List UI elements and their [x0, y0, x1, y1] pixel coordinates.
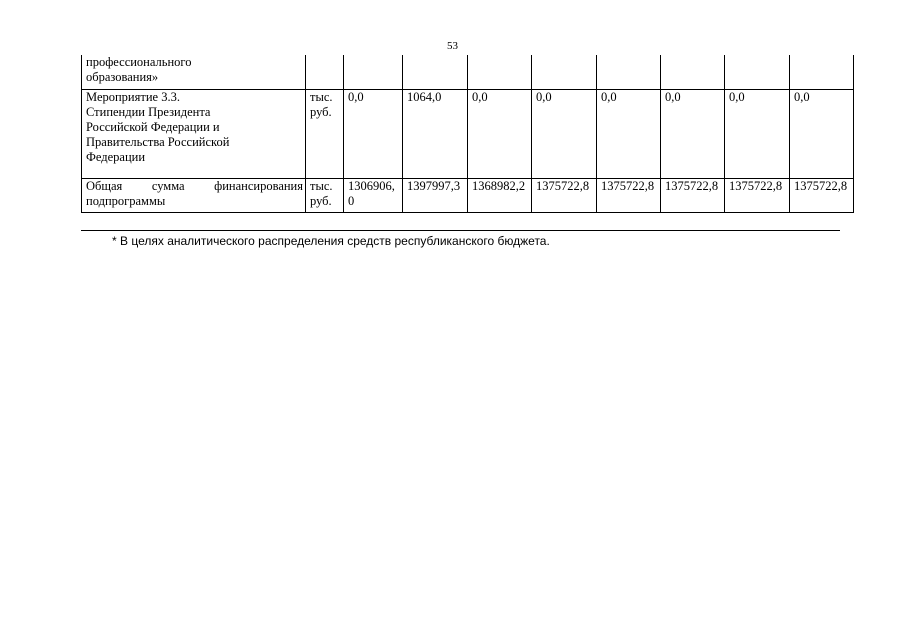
value-cell [661, 55, 725, 89]
value-cell: 0,0 [725, 89, 790, 178]
unit-cell: тыс. руб. [306, 89, 344, 178]
value-cell: 0,0 [468, 89, 532, 178]
value-cell: 0,0 [344, 89, 403, 178]
value-cell: 0,0 [597, 89, 661, 178]
row-name-line: Стипендии Президента [86, 104, 211, 119]
value-cell [790, 55, 854, 89]
row-name-line: Общая сумма финансирования [86, 178, 303, 193]
table-row [82, 55, 854, 89]
value-cell: 1375722,8 [790, 178, 854, 212]
row-name-cell [82, 178, 306, 212]
row-name-line: Российской Федерации и [86, 119, 220, 134]
value-cell: 1375722,8 [661, 178, 725, 212]
table-row [82, 89, 854, 178]
value-cell: 1306906,0 [344, 178, 403, 212]
footnote-separator [81, 230, 840, 231]
unit-cell: тыс. руб. [306, 178, 344, 212]
value-cell [468, 55, 532, 89]
row-name-line: Мероприятие 3.3. [86, 89, 180, 104]
value-cell [725, 55, 790, 89]
value-cell [597, 55, 661, 89]
row-name-cell [82, 55, 306, 89]
row-name-line: подпрограммы [86, 193, 166, 208]
value-cell: 1397997,3 [403, 178, 468, 212]
row-name-line: Федерации [86, 149, 146, 164]
value-cell [403, 55, 468, 89]
table-row [82, 178, 854, 212]
value-cell [344, 55, 403, 89]
footnote-text: * В целях аналитического распределения средств республиканского бюджета. [112, 234, 550, 248]
row-name-line: профессионального [86, 55, 192, 69]
value-cell: 1368982,2 [468, 178, 532, 212]
value-cell: 1064,0 [403, 89, 468, 178]
financing-table [81, 55, 854, 213]
row-name-line: образования» [86, 70, 159, 84]
page-number: 53 [447, 40, 458, 52]
value-cell: 0,0 [661, 89, 725, 178]
value-cell: 1375722,8 [597, 178, 661, 212]
row-name-cell [82, 89, 306, 178]
value-cell: 0,0 [790, 89, 854, 178]
unit-cell [306, 55, 344, 89]
value-cell: 1375722,8 [532, 178, 597, 212]
value-cell: 1375722,8 [725, 178, 790, 212]
row-name-line: Правительства Российской [86, 134, 230, 149]
value-cell [532, 55, 597, 89]
value-cell: 0,0 [532, 89, 597, 178]
